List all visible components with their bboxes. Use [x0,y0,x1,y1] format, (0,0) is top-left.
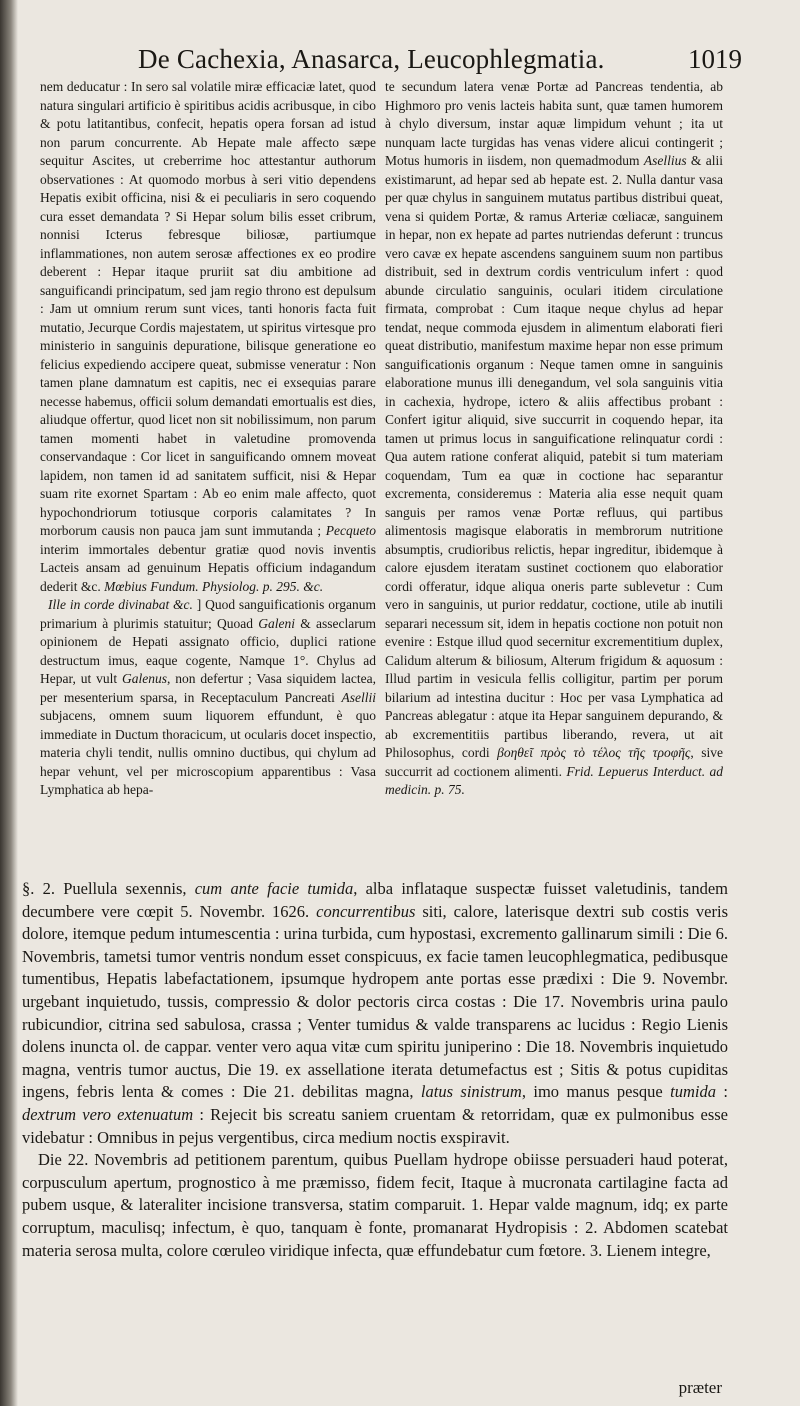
right-paragraph-1 [385,78,723,800]
case-paragraph-1 [22,878,728,1149]
page-number: 1019 [688,44,742,74]
right-p1-citation: Frid. Lepuerus Interduct. ad medicin. p. 75. [385,763,723,797]
case-p1-a: §. 2. Puellula sexennis, [22,879,195,898]
left-p2-galeni: Galeni [258,615,295,631]
case-report [22,878,728,1374]
right-p1-a: te secundum latera venæ Portæ ad Pancreas tendentia, ab Highmoro pro venis lacteis habita sunt, quæ tamen humorem à chylo diversum, instar aquæ limpidum vehunt ; ita ut nunquam lacte turgidas has venas videre alicui contingerit ; Motus humoris in iisdem, non quemadmodum [385,79,723,168]
case-p1-it2: concurrentibus [316,901,416,921]
left-p2-galenus: Galenus [121,671,167,686]
right-p1-asellius: Asellius [643,153,687,168]
catchword: præter [678,1378,722,1397]
case-p1-e: : [716,1082,728,1102]
left-p2-c: , non defertur ; Vasa siquidem lactea, per mesenterium sparsa, in Receptaculum Pancreati [40,671,376,705]
case-p1-it1: cum ante facie tumida [194,879,354,898]
case-p1-c: siti, calore, laterisque dextri sub costis veris dolore, itemque pedum intumescentia : urina turbida, cum hypostasi, excremento gallinarum simili : Die 6. Novembris, tametsi tumor ventris nondum esset conspicuus, ex facie tamen leucophlegmatica, pedibusque tumentibus, Hepatis labefactationem, ipsumque hydropem ante portas esse prædixi : Die 9. Novembr. urgebant inquietudo, tussis, compressio & dolor pectoris circa costas : Die 17. Novembris urina paulo rubicundior, citrina sed sabulosa, crassa ; Venter tumidus & valde transparens ac lucidus : Regio Lienis dolens inuncta ol. de cappar. venter vero aqua vitæ cum spiritu juniperino : Die 18. Novembris inquietudo magna, ventris tumor auctus, Die 19. ex assellatione iterata detumefactus est ; Sitis & potus cupiditas ingens, febris lenta & comes : Die 21. debilitas magna, [22,901,728,1102]
left-p2-a: ] Quod sanguificationis organum primarium à plurimis statuitur; Quoad [40,597,376,631]
case-p1-it3: latus sinistrum [420,1082,522,1102]
left-p2-d: subjacens, omnem suum liquorem effundunt, è quo immediate in Ductum thoracicum, ut ocularis docet inspectio, materia chyli tendit, nullis omnino ductibus, qui chylum ad hepar vehunt, vel per microscopium apparentibus : Vasa Lymphatica ab hepa- [40,708,376,797]
binding-shadow [0,0,18,1406]
case-p1-it5: dextrum vero extenuatum [22,1104,194,1124]
left-paragraph-1 [40,78,376,596]
right-p1-b: & alii existimarunt, ad hepar sed ab hepate est. 2. Nulla dantur vasa per quæ chylus in sanguinem mutatus partibus distribui queat, vena si quidem Portæ, & ramus Arteriæ cœliacæ, sanguinem in hepar, non ex hepate ad partes nutriendas deferunt : truncus vero cavæ ex hepate ascendens sanguinem suum non partibus distribuit, sed in dextrum cordis ventriculum infert : quod abunde circulatio sanguinis, oculari itidem circulatione firmata, comprobat : Cum itaque neque chylus ad hepar tendat, neque commoda ejusdem in alimentum elaborati fieri queat distributio, manifestum maxime hepar non esse primum sanguificationis organum : Neque tamen omne in sanguinis elaboratione munus illi denegandum, vel sola sanguinis vitia in cachexia, hydrope, ictero & aliis affectibus probant : Confert igitur aliquid, sive succurrit in coquendo hepar, ita tamen ut primus locus in sanguificatione relinquatur cordi : Qua autem ratione conferat aliquid, patebit si tum materiam coquendam, Tum ea quæ in coctione hac separantur excrementa, consideremus : Materia alia esse nequit quam sanguis per ramos venæ Portæ refluus, qui partibus alimentosis magisque elaboratis in membrorum nutritione absumptis, crudioribus relictis, hepar ingreditur, ibidemque à calore ejusdem iteratam sustinet coctionem quo elaboratior cordi offeratur, idque aliqua oneris parte sublevetur : Cum vero in sanguinis, ut purior reddatur, coctione, utile ab inutili separari necessum sit, idem in hepatis coctione non potuit non evenire : Estque illud quod secernitur excrementitium duplex, Calidum alterum & biliosum, Alterum frigidum & aquosum : Illud partim in vesicula fellis colligitur, partim per porum bilarium ad intestina ducitur : Hoc per vasa Lymphatica ad Pancreas ablegatur : atque ita Hepar sanguinem depurando, & ab excrementitiis partibus liberando, revera, ut ait Philosophus, cordi [385,153,723,760]
running-title: De Cachexia, Anasarca, Leucophlegmatia. [138,44,605,74]
right-p1-greek: βοηθεῖ πρὸς τὸ τέλος τῆς τροφῆς [497,745,691,760]
left-p1-text: nem deducatur : In sero sal volatile miræ efficaciæ latet, quod natura singulari artificio è spiritibus acidis acribusque, in cibo & potu latitantibus, confecit, hepatis opera forsan ad istud non parum concurrente. Ab Hepate male affecto sæpe sequitur Ascites, ut creberrime hoc attestantur authorum observationes : At quomodo morbus à seri vitio dependens Hepatis exibit officina, nisi & ei peculiaris in sero coquendo cura esset demandata ? Si Hepar solum bilis esset cribrum, nonnisi Icterus febresque biliosæ, partiumque inflammationes, non autem serosæ affectiones ex eo prodire deberent : Hepar itaque pruriit sat diu ambitione ad sanguificandi principatum, sed jam regio throno est depulsum : Jam ut omnium rerum sunt vices, tanti honoris facta fuit mutatio, Jecurque Cordis majestatem, ut spiritus virtesque pro ministerio in sanguinis depuratione, bilisque generatione eo felicius expediendo accipere queat, submisse veneratur : Non tamen plane damnatum est capitis, nec ei exsequias parare necesse habemus, officii solum demandati emortualis est dies, aliudque offertur, quod licet non sit nobilissimum, non parum tamen momenti habet in valetudine promovenda conservandaque : Cor licet in sanguificando omnem moveat lapidem, non tamen id ad sanitatem sufficit, nisi & Hepar suam rite exornet Spartam : Ab eo enim male affecto, quot hypochondriorum totiusque corporis calamitates ? In morborum causis non pauca jam sunt immutanda ; [40,79,376,538]
left-paragraph-2 [40,596,376,800]
case-p1-f: : Rejecit bis screatu saniem cruentam & retorridam, quæ ex pulmonibus esse videbatur : Omnibus in pejus vergentibus, circa medium noctis exspiravit. [22,1104,728,1147]
right-column [385,78,723,878]
left-p1-tail: interim immortales debentur gratiæ quod novis inventis Lacteis ansam ad genuinum Hepatis officium indagandum dederit &c. [40,541,376,594]
left-p1-citation: Mœbius Fundum. Physiolog. p. 295. &c. [100,578,324,594]
left-p2-b: & asseclarum opinionem de Hepati assignato officio, duplici ratione destructum imus, eaque cogente, Namque 1°. Chylus ad Hepar, ut vult [40,615,376,686]
right-p1-c: , sive succurrit ad coctionem alimenti. [385,745,723,779]
case-p1-it4: tumida [670,1082,716,1102]
left-column [40,78,376,878]
left-p1-name: Pecqueto [325,523,376,538]
case-paragraph-2: Die 22. Novembris ad petitionem parentum, quibus Puellam hydrope obiisse persuaderi haud poterat, corpusculum apertum, prognostico à me præmisso, fidem fecit, Itaque à mucronata cartilagine facta ad pubem usque, & lateraliter incisione transversa, statim comparuit. 1. Hepar valde magnum, idq; ex parte corruptum, maculisq; infectum, è quo, tanquam è fonte, promanarat Hydropisis : 2. Abdomen scatebat materia serosa multa, colore cœruleo viridique infecta, quæ effundebatur cum fœtore. 3. Lienem integre, [22,1150,728,1260]
left-p2-asellii: Asellii [341,689,376,705]
case-p1-d: , imo manus pesque [521,1082,671,1102]
left-p2-lemma: Ille in corde divinabat &c. [48,597,193,612]
case-p1-b: , alba inflataque suspectæ fuisset valetudinis, tandem decumbere vere cœpit 5. Novembr. 1626. [22,879,728,921]
